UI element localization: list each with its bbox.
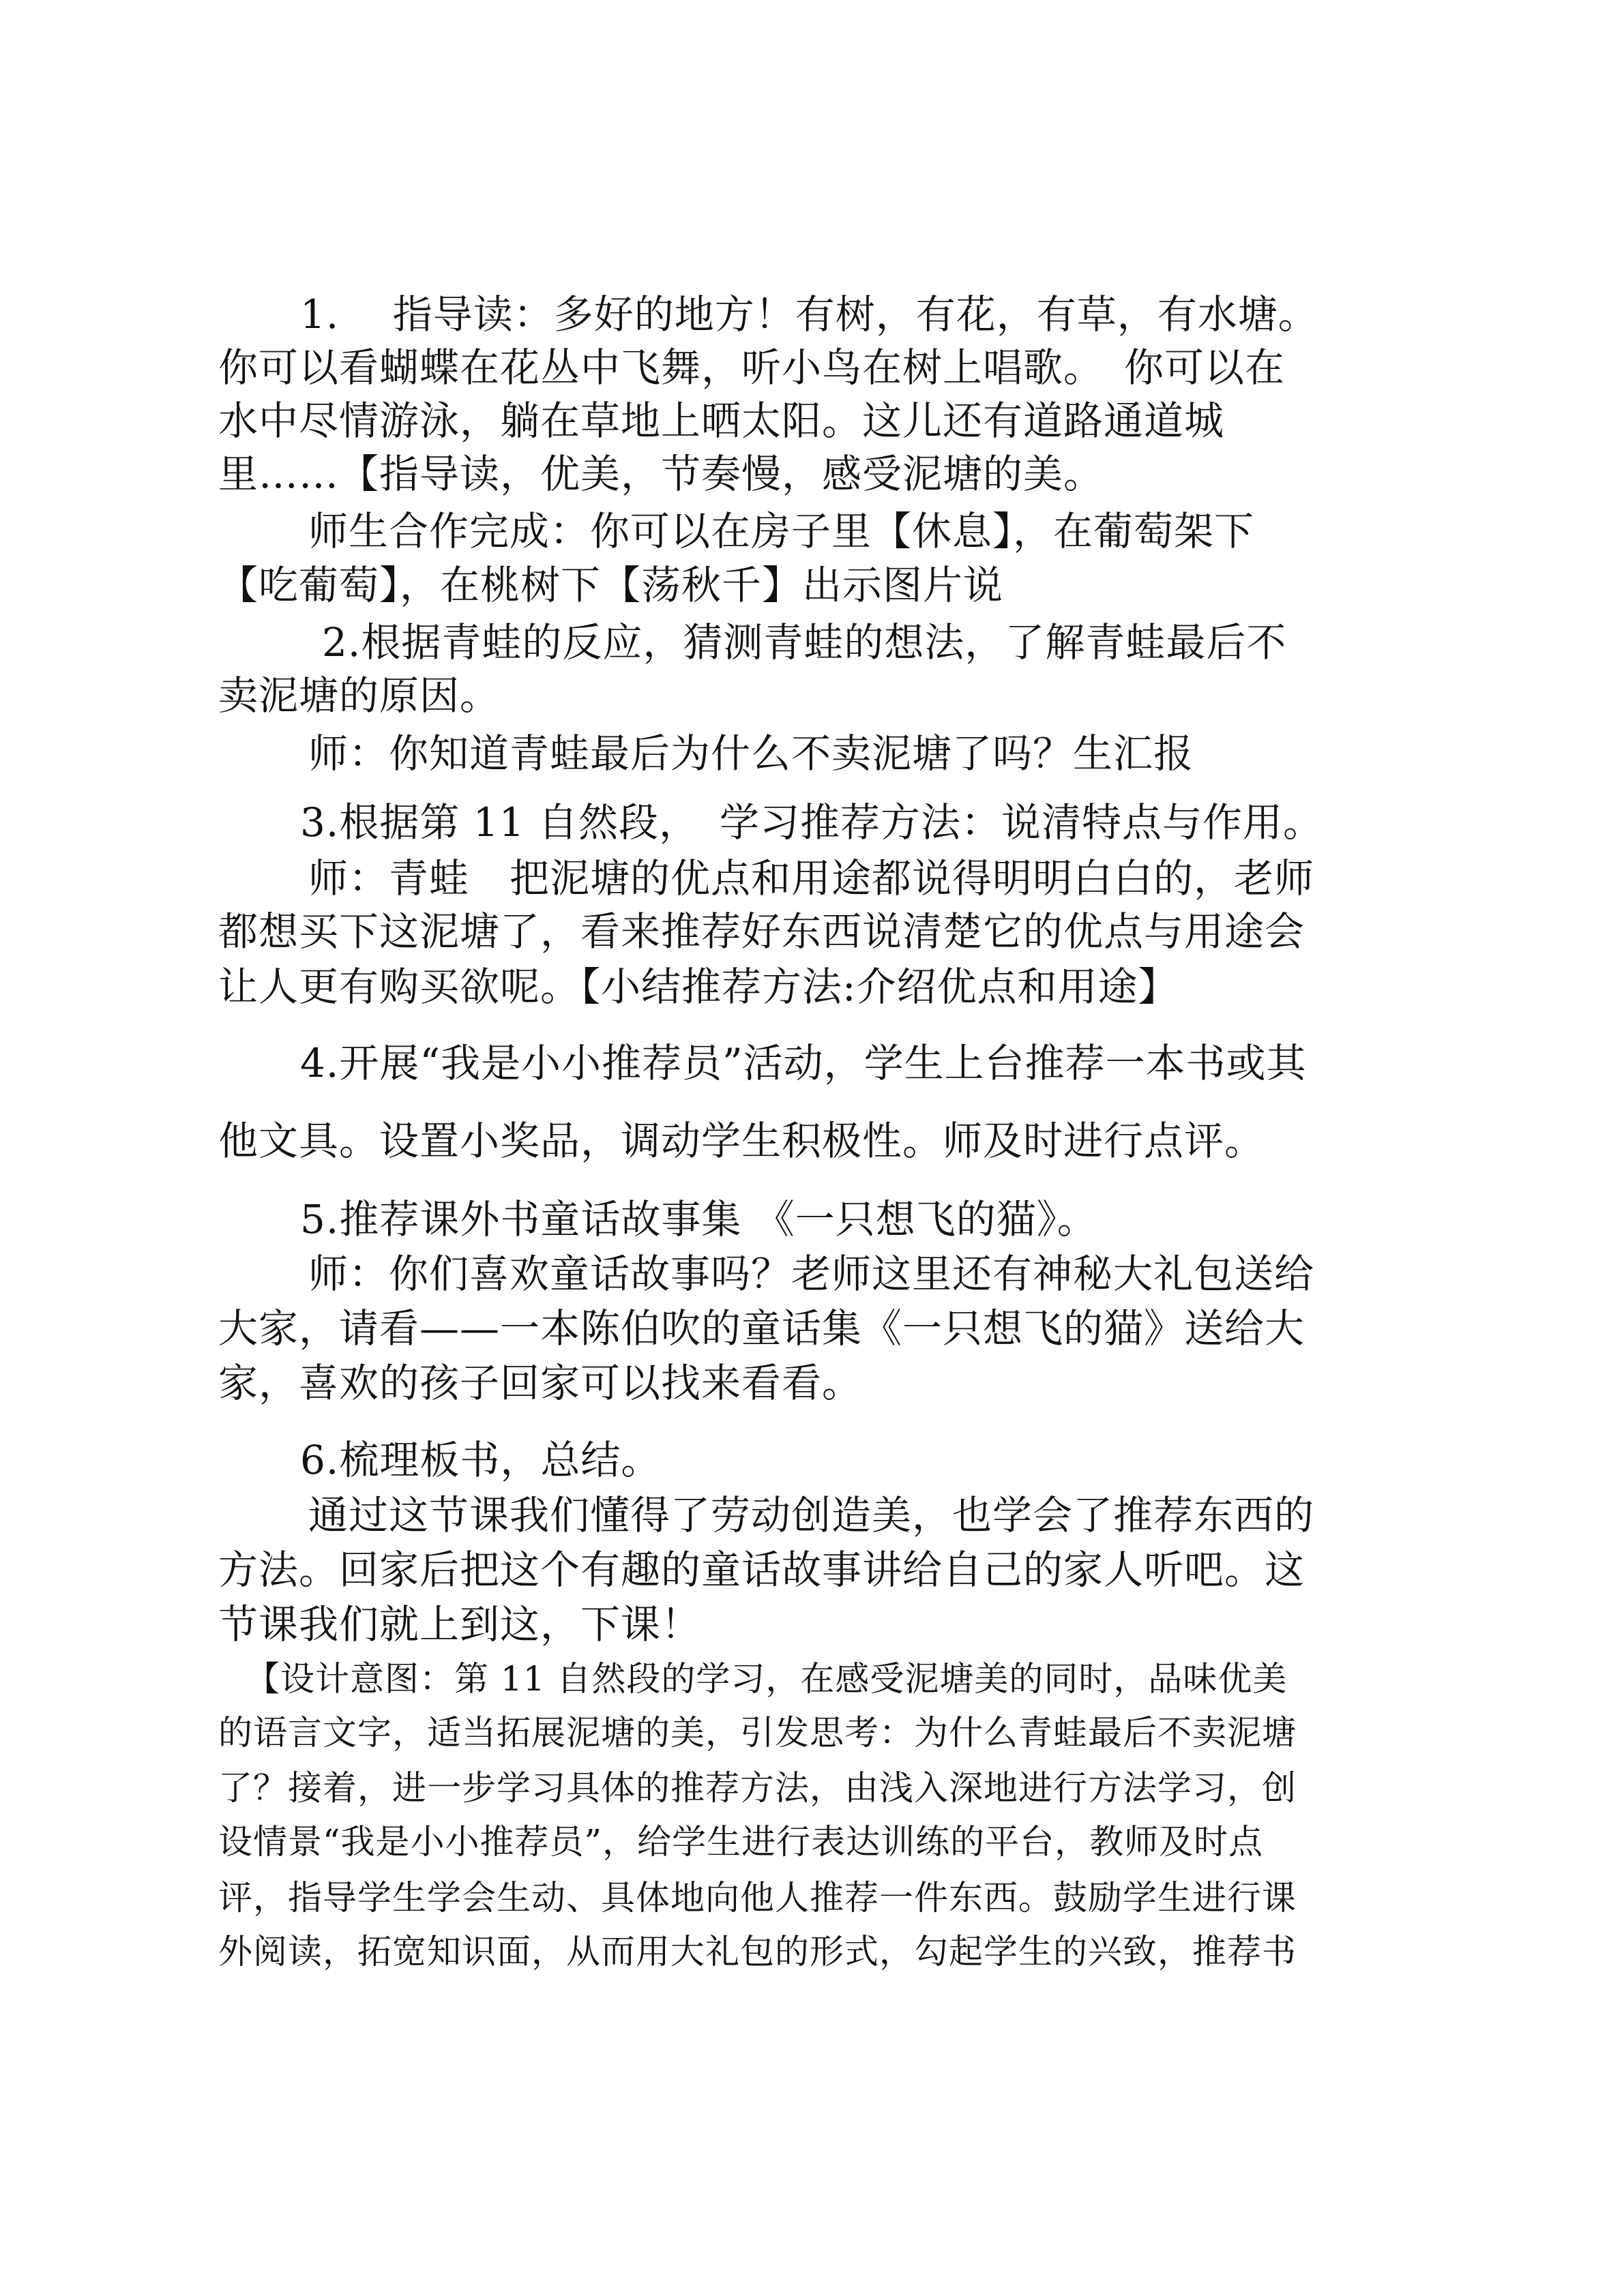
text-line: 5.推荐课外书童话故事集 《一只想飞的猫》。	[300, 1196, 1097, 1242]
text-line: 你可以看蝴蝶在花丛中飞舞，听小鸟在树上唱歌。 你可以在	[218, 344, 1286, 391]
design-intent-line: 了？接着，进一步学习具体的推荐方法，由浅入深地进行方法学习，创	[218, 1768, 1297, 1808]
text-line: 节课我们就上到这，下课！	[218, 1601, 702, 1648]
text-line: 通过这节课我们懂得了劳动创造美，也学会了推荐东西的	[308, 1492, 1315, 1538]
text-line: 都想买下这泥塘了，看来推荐好东西说清楚它的优点与用途会	[218, 908, 1305, 955]
text-line: 2.根据青蛙的反应，猜测青蛙的想法，了解青蛙最后不	[322, 619, 1287, 666]
text-line: 家，喜欢的孩子回家可以找来看看。	[218, 1360, 863, 1406]
text-line: 【吃葡萄】，在桃树下【荡秋千】出示图片说	[218, 562, 1004, 608]
text-line: 大家，请看——一本陈伯吹的童话集《一只想飞的猫》送给大	[218, 1305, 1305, 1352]
text-line: 师：你知道青蛙最后为什么不卖泥塘了吗？生汇报	[308, 730, 1194, 777]
text-line: 里……【指导读，优美，节奏慢，感受泥塘的美。	[218, 451, 1104, 497]
text-line: 方法。回家后把这个有趣的童话故事讲给自己的家人听吧。这	[218, 1547, 1305, 1593]
text-line: 师生合作完成：你可以在房子里【休息】，在葡萄架下	[308, 508, 1255, 554]
text-line: 师：青蛙 把泥塘的优点和用途都说得明明白白的，老师	[308, 855, 1315, 901]
design-intent-line: 评，指导学生学会生动、具体地向他人推荐一件东西。鼓励学生进行课	[218, 1878, 1297, 1918]
text-line: 水中尽情游泳，躺在草地上晒太阳。这儿还有道路通道城	[218, 398, 1225, 444]
text-line: 3.根据第 11 自然段， 学习推荐方法：说清特点与作用。	[300, 799, 1324, 846]
design-intent-line: 的语言文字，适当拓展泥塘的美，引发思考：为什么青蛙最后不卖泥塘	[218, 1713, 1297, 1753]
text-line: 6.梳理板书，总结。	[300, 1437, 662, 1483]
design-intent-line: 设情景“我是小小推荐员”，给学生进行表达训练的平台，教师及时点	[218, 1822, 1264, 1862]
text-line: 师：你们喜欢童话故事吗？老师这里还有神秘大礼包送给	[308, 1251, 1315, 1297]
text-line: 卖泥塘的原因。	[218, 672, 501, 719]
design-intent-line: 【设计意图：第 11 自然段的学习，在感受泥塘美的同时，品味优美	[246, 1659, 1288, 1699]
text-line: 他文具。设置小奖品，调动学生积极性。师及时进行点评。	[218, 1118, 1265, 1164]
text-line: 让人更有购买欲呢。【小结推荐方法:介绍优点和用途】	[218, 964, 1179, 1010]
design-intent-line: 外阅读，拓宽知识面，从而用大礼包的形式，勾起学生的兴致，推荐书	[218, 1932, 1297, 1971]
text-line: 4.开展“我是小小推荐员”活动，学生上台推荐一本书或其	[300, 1040, 1307, 1086]
text-line: 1. 指导读：多好的地方！有树，有花，有草，有水塘。	[300, 291, 1318, 338]
